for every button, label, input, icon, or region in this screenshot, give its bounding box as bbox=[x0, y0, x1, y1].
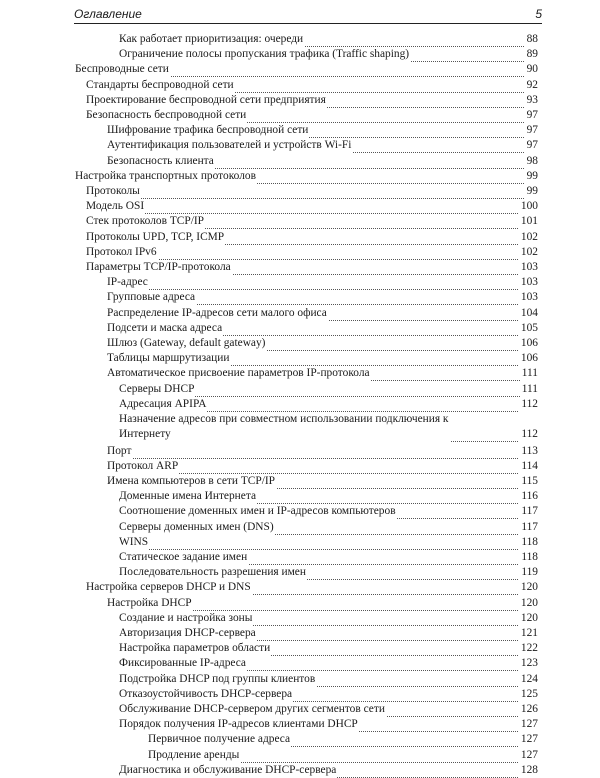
toc-entry[interactable] bbox=[107, 458, 538, 474]
toc-entry-title: Беспроводные сети bbox=[75, 63, 169, 76]
toc-entry[interactable] bbox=[107, 365, 538, 381]
toc-entry-page: 118 bbox=[521, 550, 538, 563]
toc-entry[interactable] bbox=[86, 213, 538, 229]
toc-entry-page: 104 bbox=[520, 306, 538, 319]
toc-entry-page: 113 bbox=[521, 444, 538, 457]
toc-entry-page: 125 bbox=[520, 687, 538, 700]
toc-entry-title: Первичное получение адреса bbox=[148, 733, 291, 746]
toc-entry-page: 88 bbox=[526, 33, 538, 45]
toc-entry-title: Отказоустойчивость DHCP-сервера bbox=[119, 687, 293, 700]
toc-entry-title: IP-адрес bbox=[107, 276, 148, 289]
toc-entry-title: Настройка DHCP bbox=[107, 596, 192, 609]
toc-entry[interactable] bbox=[86, 229, 538, 245]
toc-entry-page: 114 bbox=[521, 459, 538, 472]
toc-entry[interactable] bbox=[119, 701, 538, 717]
toc-entry-title: Назначение адресов при совместном использовании подключения к Интернету bbox=[119, 413, 449, 440]
toc-entry[interactable] bbox=[119, 381, 538, 397]
toc-entry-title: Стандарты беспроводной сети bbox=[86, 78, 234, 91]
toc-entry-page: 112 bbox=[521, 428, 538, 440]
toc-entry-page: 124 bbox=[520, 672, 538, 685]
toc-entry-page: 112 bbox=[521, 397, 538, 410]
toc-entry-page: 111 bbox=[521, 367, 538, 380]
toc-entry[interactable] bbox=[119, 625, 538, 641]
toc-entry[interactable] bbox=[119, 411, 538, 442]
toc-entry-title: Настройка серверов DHCP и DNS bbox=[86, 581, 251, 594]
toc-entry-title: Порт bbox=[107, 444, 132, 457]
toc-entry-title: Протоколы UPD, TCP, ICMP bbox=[86, 230, 225, 243]
toc-entry-page: 117 bbox=[521, 505, 538, 518]
toc-entry-title: Модель OSI bbox=[86, 200, 145, 213]
toc-entry-title: Диагностика и обслуживание DHCP-сервера bbox=[119, 763, 337, 776]
toc-entry-title: Безопасность клиента bbox=[107, 154, 214, 167]
toc-entry[interactable] bbox=[107, 274, 538, 290]
toc-entry-title: Протокол IPv6 bbox=[86, 245, 157, 258]
toc-entry-title: Распределение IP-адресов сети малого офиса bbox=[107, 306, 327, 319]
toc-entry[interactable] bbox=[148, 747, 538, 763]
toc-entry[interactable] bbox=[119, 564, 538, 580]
toc-entry[interactable] bbox=[107, 473, 538, 489]
toc-entry-page: 116 bbox=[521, 490, 538, 503]
toc-entry[interactable] bbox=[86, 198, 538, 214]
toc-entry-title: Статическое задание имен bbox=[119, 550, 248, 563]
toc-entry-page: 98 bbox=[526, 154, 538, 167]
toc-entry-title: Параметры TCP/IP-протокола bbox=[86, 261, 231, 273]
toc-entry[interactable] bbox=[119, 640, 538, 656]
toc-entry-title: Аутентификация пользователей и устройств Wi-Fi bbox=[107, 139, 352, 152]
toc-entry[interactable] bbox=[119, 31, 538, 47]
toc-entry[interactable] bbox=[86, 183, 538, 199]
toc-entry[interactable] bbox=[107, 595, 538, 611]
toc-entry-page: 97 bbox=[526, 109, 538, 121]
toc-entry[interactable] bbox=[107, 153, 538, 169]
toc-entry-title: Шлюз (Gateway, default gateway) bbox=[107, 337, 266, 349]
toc-entry-page: 118 bbox=[521, 535, 538, 548]
toc-entry[interactable] bbox=[107, 320, 538, 336]
toc-entry-title: Подстройка DHCP под группы клиентов bbox=[119, 672, 316, 685]
toc-entry-title: Таблицы маршрутизации bbox=[107, 352, 230, 365]
toc-entry-page: 121 bbox=[520, 626, 538, 639]
toc-entry[interactable] bbox=[86, 244, 538, 260]
toc-entry-page: 97 bbox=[526, 124, 538, 137]
toc-entry-page: 103 bbox=[520, 261, 538, 273]
toc-entry-page: 117 bbox=[521, 520, 538, 533]
toc-entry-title: Настройка транспортных протоколов bbox=[75, 169, 256, 182]
toc-entry[interactable] bbox=[75, 168, 538, 184]
toc-entry[interactable] bbox=[119, 519, 538, 535]
toc-entry-title: Порядок получения IP-адресов клиентами DHCP bbox=[119, 718, 358, 731]
toc-entry-page: 101 bbox=[520, 215, 538, 228]
toc-entry[interactable] bbox=[119, 716, 538, 732]
toc-entry-page: 128 bbox=[520, 763, 538, 776]
toc-entry[interactable] bbox=[119, 488, 538, 504]
toc-entry[interactable] bbox=[119, 686, 538, 702]
toc-entry-page: 102 bbox=[520, 230, 538, 243]
toc-entry[interactable] bbox=[75, 61, 538, 77]
toc-entry-page: 93 bbox=[526, 93, 538, 106]
toc-entry-page: 99 bbox=[526, 185, 538, 197]
page-header bbox=[74, 6, 542, 24]
toc-entry-page: 106 bbox=[520, 352, 538, 365]
toc-entry-page: 105 bbox=[520, 321, 538, 334]
toc-entry[interactable] bbox=[107, 335, 538, 351]
toc-entry-page: 127 bbox=[520, 718, 538, 731]
toc-entry-title: Соотношение доменных имен и IP-адресов компьютеров bbox=[119, 505, 396, 518]
toc-entry-page: 103 bbox=[520, 276, 538, 289]
toc-entry-title: Фиксированные IP-адреса bbox=[119, 657, 246, 670]
toc-entry-page: 120 bbox=[520, 611, 538, 624]
toc-entry-title: Адресация APIPA bbox=[119, 397, 207, 410]
toc-entry[interactable] bbox=[86, 259, 538, 275]
toc-entry[interactable] bbox=[119, 396, 538, 412]
toc-entry-title: Обслуживание DHCP-сервером других сегментов сети bbox=[119, 702, 385, 715]
toc-entry-title: Ограничение полосы пропускания трафика (Traffic shaping) bbox=[119, 48, 410, 61]
toc-entry[interactable] bbox=[86, 77, 538, 93]
toc-entry-title: Проектирование беспроводной сети предприятия bbox=[86, 93, 326, 106]
running-title: Оглавление bbox=[74, 7, 142, 21]
toc-entry[interactable] bbox=[86, 107, 538, 123]
toc-entry[interactable] bbox=[119, 549, 538, 565]
toc-entry-page: 123 bbox=[520, 657, 538, 670]
toc-entry-title: Продление аренды bbox=[148, 748, 240, 761]
toc-entry-title: Протокол ARP bbox=[107, 459, 179, 472]
toc-entry-page: 92 bbox=[526, 78, 538, 91]
toc-entry-title: Серверы доменных имен (DNS) bbox=[119, 520, 274, 533]
toc-entry-title: WINS bbox=[119, 535, 149, 548]
toc-entry[interactable] bbox=[107, 122, 538, 138]
toc-entry-title: Как работает приоритизация: очереди bbox=[119, 33, 304, 45]
toc-entry-title: Шифрование трафика беспроводной сети bbox=[107, 124, 309, 137]
toc-entry-title: Доменные имена Интернета bbox=[119, 490, 256, 503]
toc-entry[interactable] bbox=[119, 46, 538, 62]
toc-entry-page: 106 bbox=[520, 337, 538, 349]
page-number: 5 bbox=[535, 7, 542, 21]
toc-entry-page: 127 bbox=[520, 748, 538, 761]
toc-entry-title: Протоколы bbox=[86, 185, 140, 197]
toc-entry-page: 120 bbox=[520, 596, 538, 609]
toc-entry-title: Групповые адреса bbox=[107, 291, 196, 304]
toc-entry-title: Создание и настройка зоны bbox=[119, 611, 253, 624]
toc-entry-title: Имена компьютеров в сети TCP/IP bbox=[107, 474, 276, 487]
toc-entry-title: Автоматическое присвоение параметров IP-протокола bbox=[107, 367, 370, 380]
toc-entry-title: Подсети и маска адреса bbox=[107, 321, 223, 334]
toc-entry[interactable] bbox=[119, 655, 538, 671]
toc-entry[interactable] bbox=[119, 610, 538, 626]
toc-entry-title: Последовательность разрешения имен bbox=[119, 566, 306, 579]
toc-entry[interactable] bbox=[148, 731, 538, 747]
toc-entry[interactable] bbox=[119, 534, 538, 550]
toc-entry-page: 120 bbox=[520, 581, 538, 594]
toc-entry-page: 115 bbox=[521, 474, 538, 487]
toc-entry-page: 126 bbox=[520, 702, 538, 715]
toc-entry[interactable] bbox=[86, 92, 538, 108]
toc-entry-page: 99 bbox=[526, 169, 538, 182]
toc-entry-title: Настройка параметров области bbox=[119, 642, 271, 655]
toc-entry[interactable] bbox=[86, 579, 538, 595]
toc-entry-title: Серверы DHCP bbox=[119, 382, 195, 395]
toc-entry-page: 100 bbox=[520, 200, 538, 213]
toc-entry-page: 102 bbox=[520, 245, 538, 258]
toc-entry-title: Безопасность беспроводной сети bbox=[86, 109, 247, 121]
toc-entry[interactable] bbox=[107, 305, 538, 321]
toc-entry-page: 122 bbox=[520, 642, 538, 655]
toc-entry-page: 111 bbox=[521, 382, 538, 395]
toc-entry[interactable] bbox=[107, 350, 538, 366]
toc-entry-page: 103 bbox=[520, 291, 538, 304]
toc-entry-page: 119 bbox=[521, 566, 538, 579]
toc-entry[interactable] bbox=[107, 289, 538, 305]
toc-entry-page: 89 bbox=[526, 48, 538, 61]
toc-entry[interactable] bbox=[107, 443, 538, 459]
toc-entry-title: Стек протоколов TCP/IP bbox=[86, 215, 205, 228]
toc-entry-title: Авторизация DHCP-сервера bbox=[119, 626, 256, 639]
toc-entry[interactable] bbox=[119, 762, 538, 778]
toc-entry-page: 97 bbox=[526, 139, 538, 152]
toc-entry-page: 127 bbox=[520, 733, 538, 746]
toc-entry[interactable] bbox=[107, 137, 538, 153]
toc-entry[interactable] bbox=[119, 671, 538, 687]
toc-entry[interactable] bbox=[119, 503, 538, 519]
toc-entry-page: 90 bbox=[526, 63, 538, 76]
